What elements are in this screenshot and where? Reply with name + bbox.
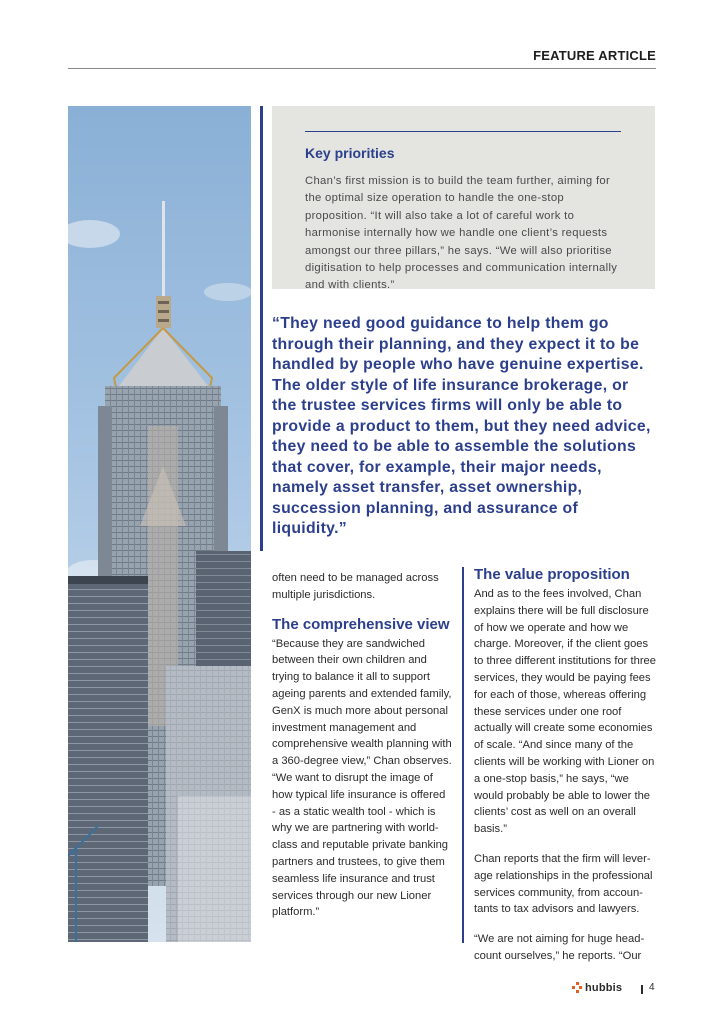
pull-quote: “They need good guidance to help them go through their planning, and they expect it to be handled by people who have genuine expertise. The older style of life insurance brokerage, or the trustee services firms will only be able to provide a product to them, but they need advice, they need to be able to assemble the solutions that cover, for example, their major needs, namely asset transfer, asset ownership, succession planning, and assurance of liquidity.” bbox=[272, 315, 651, 537]
paragraph: And as to the fees involved, Chan explains there will be full disclosure of how we operate and how we charge. Moreover, if the client goes to three different institutions for three services, they would be paying fees for each of those, whereas offering these services under one roof actually will create some economies of scale. “And since many of the clients will be working with Lioner on a one-stop basis,” he says, “we would probably be able to lower the clients’ cost as well on an overall basis.” bbox=[474, 588, 657, 836]
section-heading-comprehensive-view: The comprehensive view bbox=[272, 615, 450, 633]
paragraph: Chan reports that the firm will leverage relationships in the professional services community, from accountants to tax advisors and lawyers. bbox=[474, 852, 653, 916]
key-priorities-title: Key priorities bbox=[305, 145, 395, 161]
section-label: FEATURE ARTICLE bbox=[533, 48, 656, 63]
skyscraper-photo bbox=[68, 106, 251, 942]
page-footer bbox=[0, 982, 724, 998]
key-priorities-body: Chan’s first mission is to build the team further, aiming for the optimal size operation to handle the one-stop proposition. “It will also take a lot of careful work to harmonise internally how we handle one client’s requests amongst our three pillars,” he says. “We will also prioritise digitisation to help processes and communication internally and with clients.” bbox=[305, 175, 618, 292]
paragraph: “We are not aiming for huge headcount ourselves,” he reports. “Our bbox=[474, 933, 645, 962]
header-divider bbox=[68, 68, 656, 69]
article-column-right bbox=[474, 567, 659, 978]
paragraph: “Because they are sandwiched between their own children and trying to balance it all to support ageing parents and extended family, GenX is much more about personal investment management and comprehensive wealth planning with a 360-degree view,” Chan observes. “We want to disrupt the image of how typical life insurance is offered - as a static wealth tool - which is why we are partnering with world-class and reputable private banking partners and trustees, to give them seamless life insurance and trust services through our new Lioner platform.” bbox=[272, 637, 452, 919]
footer-divider bbox=[641, 985, 643, 994]
column-divider bbox=[260, 106, 263, 551]
section-heading-value-proposition: The value proposition bbox=[474, 566, 630, 583]
hubbis-logo bbox=[572, 982, 622, 994]
key-priorities-rule bbox=[305, 131, 621, 132]
hubbis-logo-icon bbox=[572, 982, 582, 994]
logo-text: hubbis bbox=[585, 982, 623, 994]
column-divider-right bbox=[462, 567, 464, 943]
paragraph: often need to be managed across multiple jurisdictions. bbox=[272, 572, 439, 601]
article-column-left bbox=[272, 570, 452, 934]
page-number: 4 bbox=[649, 982, 655, 993]
